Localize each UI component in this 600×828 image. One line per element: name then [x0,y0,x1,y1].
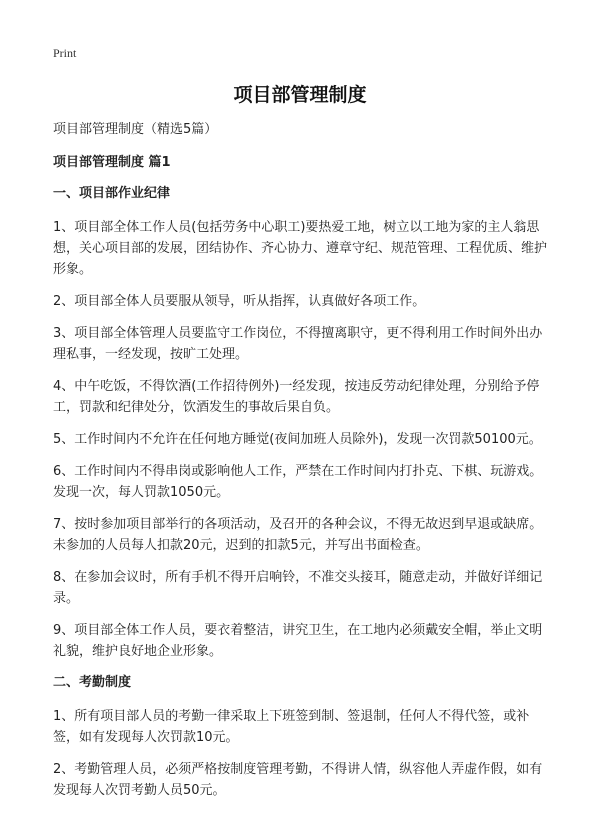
paragraph: 2、项目部全体人员要服从领导，听从指挥，认真做好各项工作。 [53,294,426,309]
article-title: 项目部管理制度 篇1 [53,155,171,170]
paragraph: 6、工作时间内不得串岗或影响他人工作，严禁在工作时间内打扑克、下棋、玩游戏。发现一次，每人罚款1050元。 [53,464,543,500]
paragraph: 1、项目部全体工作人员(包括劳务中心职工)要热爱工地，树立以工地为家的主人翁思想，关心项目部的发展，团结协作、齐心协力、遵章守纪、规范管理、工程优质、维护形象。 [53,220,548,277]
paragraph: 9、项目部全体工作人员，要衣着整洁，讲究卫生，在工地内必须戴安全帽，举止文明礼貌，维护良好地企业形象。 [53,623,543,659]
section-heading-attendance: 二、考勤制度 [53,675,132,690]
paragraph: 5、工作时间内不允许在任何地方睡觉(夜间加班人员除外)，发现一次罚款50100元。 [53,432,542,447]
document-body [53,120,549,812]
paragraph: 4、中午吃饭，不得饮酒(工作招待例外)一经发现，按违反劳动纪律处理，分别给予停工，罚款和纪律处分，饮酒发生的事故后果自负。 [53,379,540,415]
section-heading-discipline: 一、项目部作业纪律 [53,186,171,201]
paragraph: 8、在参加会议时，所有手机不得开启响铃，不准交头接耳，随意走动，并做好详细记录。 [53,570,543,606]
print-link[interactable]: Print [53,46,77,60]
document-title: 项目部管理制度 [233,84,367,106]
paragraph: 7、按时参加项目部举行的各项活动，及召开的各种会议，不得无故迟到早退或缺席。未参加的人员每人扣款20元，迟到的扣款5元，并写出书面检查。 [53,517,543,553]
paragraph: 2、考勤管理人员，必须严格按制度管理考勤，不得讲人情，纵容他人弄虚作假，如有发现每人次罚考勤人员50元。 [53,762,543,798]
document-subtitle: 项目部管理制度（精选5篇） [53,122,218,137]
paragraph: 1、所有项目部人员的考勤一律采取上下班签到制、签退制，任何人不得代签，或补签，如有发现每人次罚款10元。 [53,709,530,745]
paragraph: 3、项目部全体管理人员要监守工作岗位，不得擅离职守，更不得利用工作时间外出办理私事，一经发现，按旷工处理。 [53,326,543,362]
